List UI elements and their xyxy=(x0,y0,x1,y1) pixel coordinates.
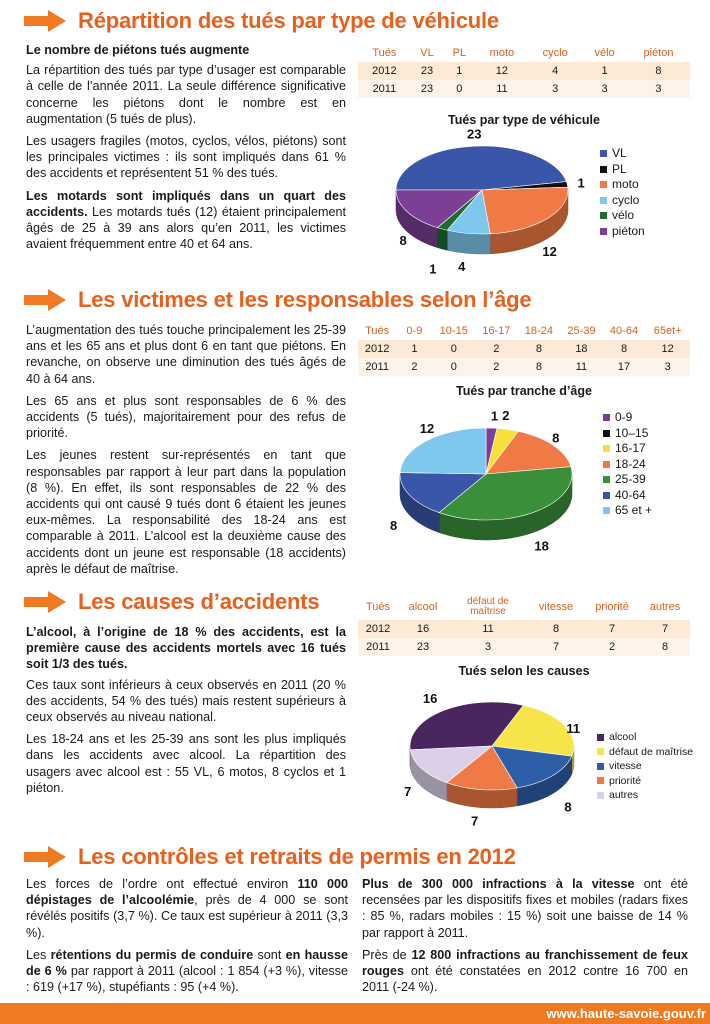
pie-slice-side xyxy=(437,228,447,251)
table-header-cell: moto xyxy=(476,44,529,62)
age-paragraph-3: Les jeunes restent sur-représentés en tant que responsables par rapport à leur part dans la population (8 %). En effet, ils sont responsables de 22 % des accidents qui ont causé 9 tués dont 6 étaient les jeunes eux-mêmes. La responsabilité des 18-24 ans est comparable à 2011. L’alcool est la deuxième cause des accidents dont un jeune est responsable (18 accidents) après le défaut de maîtrise. xyxy=(26,448,346,576)
legend-entry xyxy=(597,759,693,774)
text-run-bold: Plus de 300 000 infractions à la vitesse xyxy=(362,877,635,891)
table-header-cell: priorité xyxy=(584,594,640,620)
legend-entry xyxy=(603,472,652,488)
pie-value-label: 8 xyxy=(552,430,560,446)
pie-slice-65-et- xyxy=(400,428,486,474)
causes-paragraph-2: Les 18-24 ans et les 25-39 ans sont les plus impliqués dans les accidents avec alcool. La répartition des usagers avec alcool est : 55 VL, 6 motos, 8 cyclos et 1 piéton. xyxy=(26,732,346,795)
vehicle-legend xyxy=(600,146,645,239)
table-cell: 2 xyxy=(396,358,432,376)
legend-entry xyxy=(597,774,693,789)
table-cell: 8 xyxy=(518,358,561,376)
legend-swatch xyxy=(600,150,607,157)
legend-swatch xyxy=(603,461,610,468)
table-cell: 3 xyxy=(627,80,690,98)
legend-swatch xyxy=(597,763,604,770)
text-run: ont été recensées par les dispositifs fixes et mobiles (radars fixes : 85 %, radars mobiles : 15 %) soit une baisse de 14 % par rapport à 2011. xyxy=(362,877,688,940)
causes-lead: L’alcool, à l’origine de 18 % des accidents, est la première cause des accidents mortels avec 16 tués soit 1/3 des tués. xyxy=(26,625,346,672)
table-row xyxy=(358,358,690,376)
pie-value-label: 1 xyxy=(490,408,499,424)
vehicle-table xyxy=(358,44,690,98)
legend-entry xyxy=(600,193,645,209)
age-text-block xyxy=(26,322,346,583)
text-run-bold: en hausse de 6 % xyxy=(26,947,348,979)
legend-swatch xyxy=(600,228,607,235)
pie-value-label: 8 xyxy=(399,232,407,248)
age-pie-chart xyxy=(370,404,600,574)
table-header-cell: vélo xyxy=(582,44,627,62)
legend-swatch xyxy=(597,777,604,784)
table-cell: 3 xyxy=(448,638,528,656)
controls-left-column xyxy=(26,876,348,1001)
table-cell: 1 xyxy=(443,62,475,80)
table-header-cell: piéton xyxy=(627,44,690,62)
legend-swatch xyxy=(603,430,610,437)
table-cell: 3 xyxy=(645,358,690,376)
text-run-bold: 110 000 dépistages de l’alcoolémie xyxy=(26,877,348,908)
age-paragraph-2: Les 65 ans et plus sont responsables de 6 % des accidents (5 tués), majoritairement pour des refus de priorité. xyxy=(26,393,346,441)
legend-label: 10–15 xyxy=(615,425,649,440)
table-header-cell: 25-39 xyxy=(560,322,603,340)
pie-value-label: 7 xyxy=(404,784,412,800)
vehicle-paragraph-3 xyxy=(26,188,346,253)
table-header-cell: 40-64 xyxy=(603,322,646,340)
table-row xyxy=(358,620,690,638)
controls-right-paragraph-2 xyxy=(362,947,688,996)
legend-label: 25-39 xyxy=(615,472,646,486)
table-cell: 18 xyxy=(560,340,603,358)
section-controls-heading xyxy=(24,842,516,872)
table-header-cell: VL xyxy=(411,44,443,62)
table-header-cell: défaut de maîtrise xyxy=(448,594,528,620)
section-causes-title: Les causes d’accidents xyxy=(78,589,320,614)
pie-value-label: 1 xyxy=(577,175,585,191)
age-legend xyxy=(603,410,652,519)
vehicle-lead: Le nombre de piétons tués augmente xyxy=(26,43,250,57)
pie-value-label: 7 xyxy=(470,813,479,829)
table-cell: 8 xyxy=(528,620,584,638)
table-cell: 11 xyxy=(448,620,528,638)
controls-left-paragraph-2 xyxy=(26,947,348,996)
pie-value-label: 23 xyxy=(466,128,482,142)
pie-value-label: 1 xyxy=(429,261,437,277)
legend-label: 18-24 xyxy=(615,456,646,471)
text-run-bold: rétentions du permis de conduire xyxy=(50,947,254,962)
section-age-title: Les victimes et les responsables selon l’âge xyxy=(78,287,532,312)
legend-label: alcool xyxy=(609,731,637,743)
causes-paragraph-1: Ces taux sont inférieurs à ceux observés en 2011 (20 % des accidents, 54 % des tués) mais restent supérieurs à ceux observés au niveau national. xyxy=(26,677,346,725)
table-header-cell: autres xyxy=(640,594,690,620)
pie-value-label: 8 xyxy=(389,518,398,534)
legend-swatch xyxy=(600,212,607,219)
legend-label: 16-17 xyxy=(615,441,646,455)
causes-legend xyxy=(597,730,693,803)
legend-entry xyxy=(603,488,652,504)
vehicle-paragraph-1: La répartition des tués par type d’usager est comparable à celle de l’année 2011. La seule différence significative concerne les piétons dont le nombre est en augmentation (5 tués de plus). xyxy=(26,63,346,126)
table-cell: 23 xyxy=(411,80,443,98)
age-table xyxy=(358,322,690,376)
legend-label: vélo xyxy=(612,208,635,222)
legend-label: VL xyxy=(612,146,627,160)
legend-swatch xyxy=(600,181,607,188)
legend-entry xyxy=(603,457,652,473)
legend-swatch xyxy=(597,792,604,799)
legend-label: défaut de maîtrise xyxy=(609,745,694,758)
footer-url: www.haute-savoie.gouv.fr xyxy=(546,1006,706,1021)
legend-label: autres xyxy=(609,789,639,801)
controls-right-column xyxy=(362,876,688,1001)
table-cell: 12 xyxy=(645,340,690,358)
table-cell: 7 xyxy=(528,638,584,656)
table-cell: 0 xyxy=(432,340,475,358)
legend-swatch xyxy=(603,507,610,514)
table-cell: 17 xyxy=(603,358,646,376)
legend-swatch xyxy=(603,492,610,499)
causes-chart-title: Tués selon les causes xyxy=(458,664,590,678)
vehicle-paragraph-2: Les usagers fragiles (motos, cyclos, vélos, piétons) sont les principales victimes : ils sont impliqués dans 61 % des accidents et représentent 51 % des tués. xyxy=(26,134,346,181)
legend-swatch xyxy=(597,748,604,755)
vehicle-pie-chart xyxy=(370,128,600,278)
age-paragraph-1: L’augmentation des tués touche principalement les 25-39 ans et les 65 ans et plus dont 6 en tant que piétons. En revanche, on observe une diminution des tués âgés de 40 à 64 ans. xyxy=(26,323,346,386)
table-header-cell: PL xyxy=(443,44,475,62)
pie-slice-vl xyxy=(396,146,566,190)
legend-label: vitesse xyxy=(609,760,642,772)
table-cell: 4 xyxy=(528,62,582,80)
pie-value-label: 8 xyxy=(564,799,572,815)
pie-value-label: 18 xyxy=(534,538,549,554)
table-header-cell: 10-15 xyxy=(432,322,475,340)
legend-label: priorité xyxy=(609,774,642,787)
table-cell: 2012 xyxy=(358,62,411,80)
causes-pie-chart xyxy=(388,684,598,840)
table-cell: 12 xyxy=(476,62,529,80)
legend-label: 65 et + xyxy=(615,503,653,517)
legend-label: piéton xyxy=(612,223,645,238)
table-cell: 1 xyxy=(582,62,627,80)
legend-entry xyxy=(597,730,693,745)
table-header-cell: 18-24 xyxy=(518,322,561,340)
pie-value-label: 12 xyxy=(542,243,557,259)
table-cell: 16 xyxy=(398,620,448,638)
text-run: ont été constatées en 2012 contre 16 700 en 2011 (-24 %). xyxy=(362,964,688,995)
table-cell: 7 xyxy=(584,620,640,638)
table-cell: 3 xyxy=(528,80,582,98)
table-row xyxy=(358,638,690,656)
text-run: par rapport à 2011 (alcool : 1 854 (+3 %), vitesse : 619 (+17 %), stupéfiants : 95 (+4 %). xyxy=(26,964,348,995)
table-cell: 8 xyxy=(518,340,561,358)
vehicle-p3-rest: Les motards tués (12) étaient principalement âgés de 25 à 39 ans alors qu’en 2011, les victimes avaient fréquemment entre 40 et 64 ans. xyxy=(26,204,346,252)
table-header-cell: Tués xyxy=(358,322,396,340)
pie-value-label: 12 xyxy=(419,420,435,436)
pie-value-label: 4 xyxy=(458,259,466,275)
legend-label: 40-64 xyxy=(615,487,646,502)
text-run: Les xyxy=(26,947,51,962)
orange-arrow-icon xyxy=(24,10,68,32)
table-header-cell: 65et+ xyxy=(645,322,690,340)
table-header-cell: 16-17 xyxy=(475,322,518,340)
table-cell: 2012 xyxy=(358,620,398,638)
section-vehicle-title: Répartition des tués par type de véhicule xyxy=(78,8,499,33)
table-cell: 0 xyxy=(432,358,475,376)
table-cell: 2011 xyxy=(358,358,396,376)
legend-swatch xyxy=(600,166,607,173)
legend-label: PL xyxy=(612,161,627,176)
orange-arrow-icon xyxy=(24,289,68,311)
vehicle-text-block xyxy=(26,42,346,258)
legend-entry xyxy=(603,426,652,442)
vehicle-p3-bold: Les motards sont impliqués dans un quart des accidents. xyxy=(26,188,346,219)
table-cell: 0 xyxy=(443,80,475,98)
table-cell: 23 xyxy=(411,62,443,80)
text-run: , près de 4 000 se sont révélés positifs (3,7 %). Ce taux est supérieur à 2011 (3,3 %). xyxy=(26,893,348,940)
legend-swatch xyxy=(603,445,610,452)
table-header-cell: Tués xyxy=(358,594,398,620)
table-cell: 2011 xyxy=(358,80,411,98)
controls-left-paragraph-1 xyxy=(26,876,348,941)
text-run: Les forces de l’ordre ont effectué environ xyxy=(26,877,298,891)
table-cell: 3 xyxy=(582,80,627,98)
text-run-bold: 12 800 infractions au franchissement de feux rouges xyxy=(362,947,688,979)
legend-label: moto xyxy=(612,177,639,191)
pie-value-label: 11 xyxy=(566,721,581,737)
controls-right-paragraph-1 xyxy=(362,876,688,941)
pie-value-label: 2 xyxy=(502,408,510,424)
legend-entry xyxy=(597,788,693,803)
legend-label: cyclo xyxy=(612,192,640,207)
legend-entry xyxy=(600,146,645,162)
pie-value-label: 16 xyxy=(422,691,438,707)
table-cell: 11 xyxy=(560,358,603,376)
table-cell: 2 xyxy=(475,358,518,376)
section-controls-title: Les contrôles et retraits de permis en 2012 xyxy=(78,844,516,869)
table-header-cell: Tués xyxy=(358,44,411,62)
legend-entry xyxy=(600,208,645,224)
legend-entry xyxy=(597,745,693,760)
legend-swatch xyxy=(600,197,607,204)
table-cell: 2 xyxy=(584,638,640,656)
causes-table xyxy=(358,594,690,656)
text-run: Près de xyxy=(362,947,412,962)
age-chart-title: Tués par tranche d’âge xyxy=(456,384,592,398)
legend-swatch xyxy=(603,414,610,421)
table-cell: 1 xyxy=(396,340,432,358)
causes-text-block xyxy=(26,624,346,802)
vehicle-chart-title: Tués par type de véhicule xyxy=(448,113,600,127)
text-run: sont xyxy=(253,947,286,962)
table-cell: 2 xyxy=(475,340,518,358)
legend-entry xyxy=(600,162,645,178)
table-cell: 7 xyxy=(640,620,690,638)
legend-entry xyxy=(603,441,652,457)
orange-arrow-icon xyxy=(24,846,68,868)
legend-swatch xyxy=(597,734,604,741)
table-cell: 8 xyxy=(603,340,646,358)
orange-arrow-icon xyxy=(24,591,68,613)
section-vehicle-heading xyxy=(24,6,499,36)
legend-label: 0-9 xyxy=(615,410,633,424)
legend-entry xyxy=(600,177,645,193)
section-age-heading xyxy=(24,285,531,315)
table-row xyxy=(358,62,690,80)
table-cell: 8 xyxy=(640,638,690,656)
legend-entry xyxy=(603,410,652,426)
legend-entry xyxy=(600,224,645,240)
legend-swatch xyxy=(603,476,610,483)
table-cell: 8 xyxy=(627,62,690,80)
table-header-cell: cyclo xyxy=(528,44,582,62)
legend-entry xyxy=(603,503,652,519)
table-cell: 11 xyxy=(476,80,529,98)
table-cell: 2011 xyxy=(358,638,398,656)
table-header-cell: 0-9 xyxy=(396,322,432,340)
table-cell: 23 xyxy=(398,638,448,656)
table-row xyxy=(358,340,690,358)
table-cell: 2012 xyxy=(358,340,396,358)
table-header-cell: alcool xyxy=(398,594,448,620)
table-header-cell: vitesse xyxy=(528,594,584,620)
table-row xyxy=(358,80,690,98)
section-causes-heading xyxy=(24,587,319,617)
